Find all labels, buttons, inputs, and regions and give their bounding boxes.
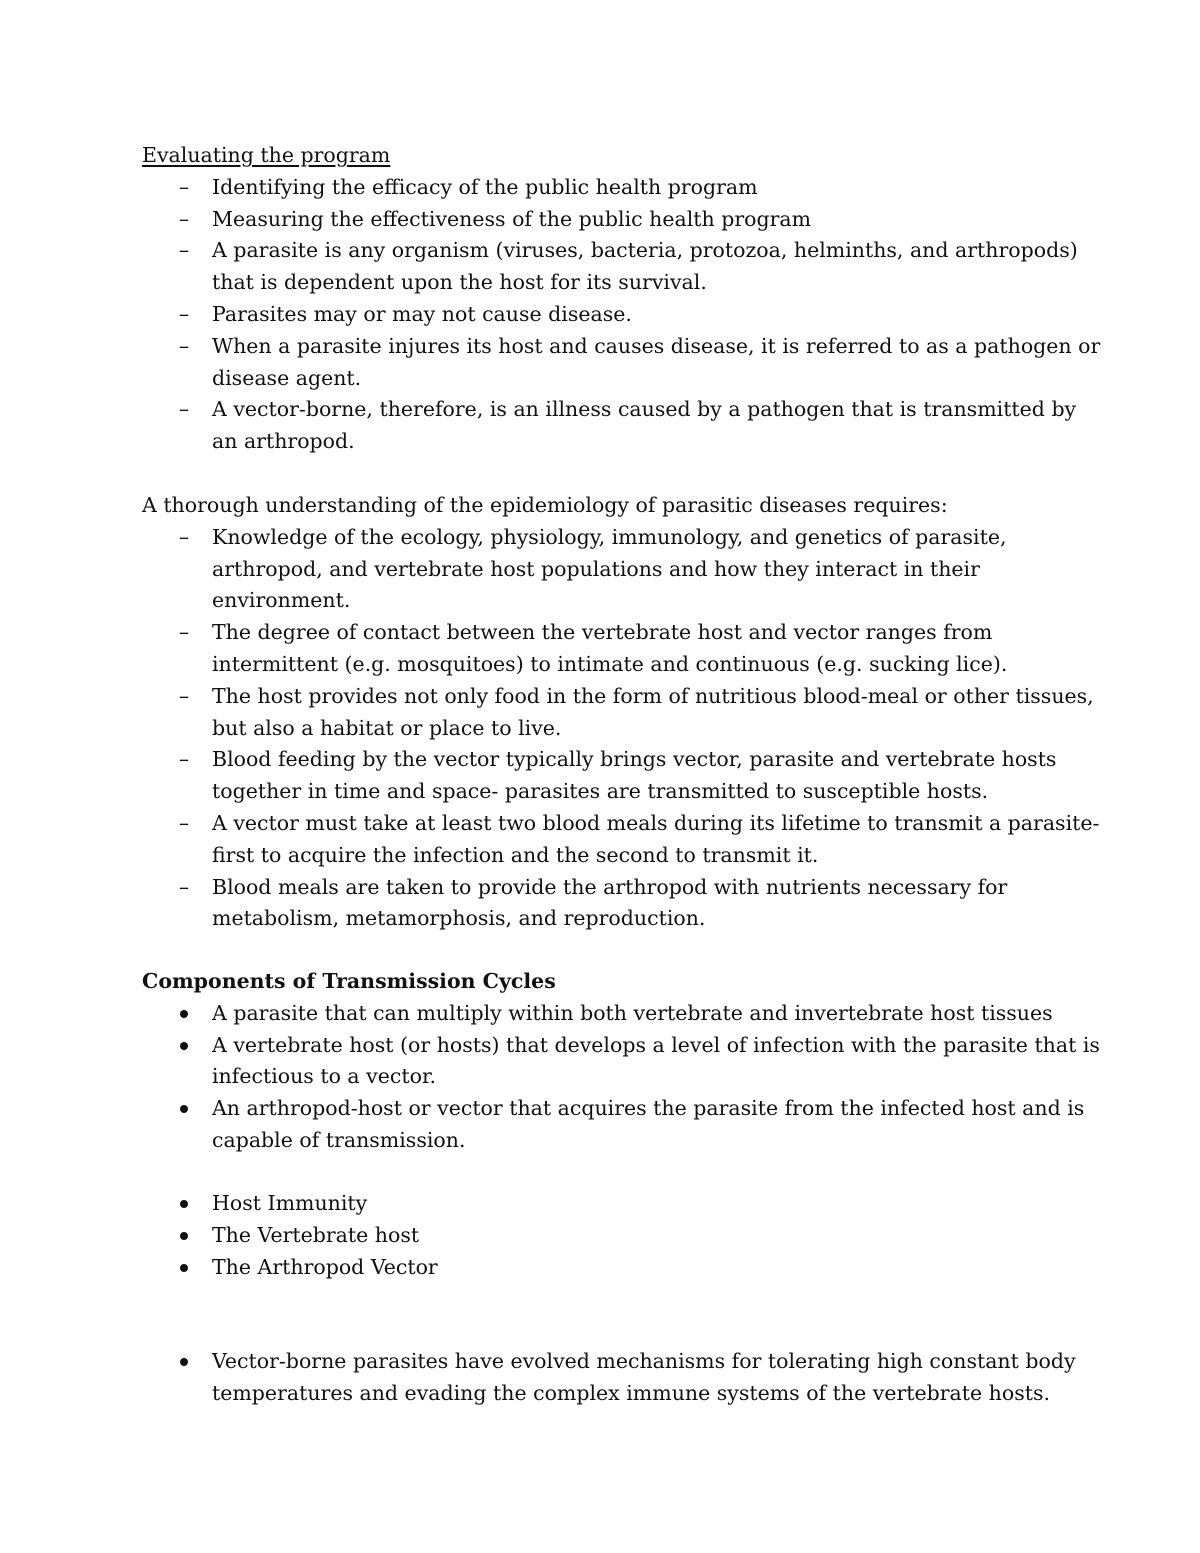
- list-item: [142, 1093, 1102, 1157]
- vector-borne-list: [142, 1346, 1102, 1410]
- list-item: [142, 172, 1102, 204]
- dash-bullet-icon: [174, 681, 194, 713]
- list-item-text: When a parasite injures its host and causes disease, it is referred to as a pathogen or disease agent.: [212, 333, 1101, 390]
- list-item: [142, 1220, 1102, 1252]
- list-item-text: Knowledge of the ecology, physiology, immunology, and genetics of parasite, arthropod, and vertebrate host populations and how they interact in their environment.: [212, 524, 1007, 613]
- list-item: [142, 331, 1102, 395]
- section-intro-epidemiology: A thorough understanding of the epidemiology of parasitic diseases requires:: [142, 493, 948, 517]
- dash-bullet-icon: [174, 617, 194, 649]
- dash-bullet-icon: [174, 331, 194, 363]
- list-item-text: A parasite that can multiply within both vertebrate and invertebrate host tissues: [212, 1000, 1053, 1025]
- round-bullet-icon: [180, 1200, 188, 1208]
- list-item-text: Host Immunity: [212, 1191, 368, 1215]
- list-item: [142, 998, 1102, 1030]
- dash-bullet-icon: [174, 808, 194, 840]
- list-item: [142, 204, 1102, 236]
- dash-bullet-icon: [174, 872, 194, 904]
- dash-bullet-icon: [174, 299, 194, 331]
- section-evaluating: [142, 140, 1102, 458]
- epidemiology-list: [142, 522, 1102, 935]
- list-item: [142, 808, 1102, 872]
- list-item: [142, 1030, 1102, 1094]
- list-item-text: Blood feeding by the vector typically brings vector, parasite and vertebrate hosts together in time and space- parasites are transmitted to susceptible hosts.: [212, 747, 1057, 804]
- list-item: [142, 1346, 1102, 1410]
- section-epidemiology: [142, 490, 1102, 935]
- section-vector-borne-parasites: [142, 1346, 1102, 1410]
- dash-bullet-icon: [174, 744, 194, 776]
- list-item: [142, 235, 1102, 299]
- list-item: [142, 522, 1102, 617]
- dash-bullet-icon: [174, 204, 194, 236]
- dash-bullet-icon: [174, 522, 194, 554]
- section-heading-transmission-cycles: Components of Transmission Cycles: [142, 969, 556, 993]
- evaluating-list: [142, 172, 1102, 458]
- round-bullet-icon: [180, 1042, 188, 1050]
- round-bullet-icon: [180, 1358, 188, 1366]
- list-item: [142, 299, 1102, 331]
- list-item-text: A vector-borne, therefore, is an illness caused by a pathogen that is transmitted by an arthropod.: [212, 397, 1077, 454]
- section-heading-evaluating: Evaluating the program: [142, 143, 391, 167]
- list-item-text: Identifying the efficacy of the public health program: [212, 174, 758, 199]
- transmission-components-list: [142, 998, 1102, 1157]
- list-item-text: Blood meals are taken to provide the arthropod with nutrients necessary for metabolism, metamorphosis, and reproduction.: [212, 874, 1008, 931]
- list-item: [142, 617, 1102, 681]
- dash-bullet-icon: [174, 172, 194, 204]
- list-item-text: The Vertebrate host: [212, 1222, 420, 1247]
- transmission-factors-list: [142, 1188, 1102, 1283]
- list-item-text: A vector must take at least two blood meals during its lifetime to transmit a parasite- first to acquire the infection and the second to transmit it.: [212, 810, 1100, 867]
- round-bullet-icon: [180, 1105, 188, 1113]
- section-transmission-factors: [142, 1188, 1102, 1283]
- dash-bullet-icon: [174, 394, 194, 426]
- list-item-text: An arthropod-host or vector that acquires the parasite from the infected host and is capable of transmission.: [212, 1096, 1085, 1152]
- list-item-text: The Arthropod Vector: [212, 1254, 438, 1279]
- list-item: [142, 1252, 1102, 1284]
- round-bullet-icon: [180, 1232, 188, 1240]
- list-item-text: Vector-borne parasites have evolved mechanisms for tolerating high constant body temperatures and evading the complex immune systems of the vertebrate hosts.: [212, 1349, 1076, 1405]
- list-item: [142, 681, 1102, 745]
- list-item-text: A vertebrate host (or hosts) that develops a level of infection with the parasite that is infectious to a vector.: [212, 1032, 1100, 1089]
- round-bullet-icon: [180, 1264, 188, 1272]
- round-bullet-icon: [180, 1010, 188, 1018]
- list-item-text: A parasite is any organism (viruses, bacteria, protozoa, helminths, and arthropods) that is dependent upon the host for its survival.: [212, 238, 1078, 295]
- dash-bullet-icon: [174, 235, 194, 267]
- list-item: [142, 872, 1102, 936]
- list-item-text: The host provides not only food in the form of nutritious blood-meal or other tissues, but also a habitat or place to live.: [212, 683, 1094, 740]
- list-item-text: Parasites may or may not cause disease.: [212, 301, 632, 326]
- list-item: [142, 744, 1102, 808]
- list-item-text: Measuring the effectiveness of the public health program: [212, 206, 812, 231]
- list-item-text: The degree of contact between the vertebrate host and vector ranges from intermittent (e.g. mosquitoes) to intimate and continuous (e.g. sucking lice).: [212, 620, 1008, 676]
- list-item: [142, 1188, 1102, 1220]
- section-transmission-cycles: [142, 966, 1102, 1157]
- list-item: [142, 394, 1102, 458]
